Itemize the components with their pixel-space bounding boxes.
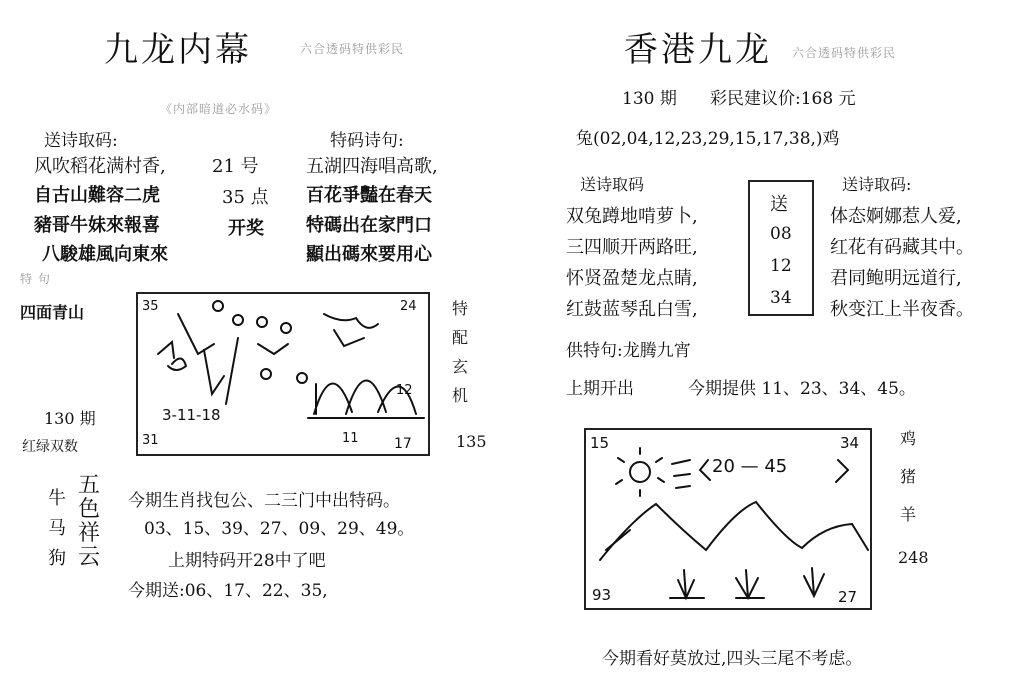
right-side-number: 248 <box>898 548 929 567</box>
right-special-phrase: 供特句:龙腾九宵 <box>566 341 691 361</box>
right-poem-line: 红花有码藏其中。 <box>830 237 974 258</box>
left-hint-line: 今期生肖找包公、二三门中出特码。 <box>128 491 400 511</box>
left-sketch-drawing <box>138 294 428 454</box>
right-send-box <box>748 180 814 316</box>
left-poem-head-right: 特码诗句: <box>330 131 404 151</box>
right-poem-line: 红鼓蓝琴乱白雪, <box>566 299 698 320</box>
left-last-period-line: 上期特码开28中了吧 <box>168 551 326 571</box>
color-char: 五 <box>78 473 101 498</box>
left-draw-point: 35 点 <box>222 187 269 208</box>
left-right-number: 135 <box>456 432 487 451</box>
left-title: 九龙内幕 <box>104 30 252 70</box>
sketch-number: 27 <box>838 588 858 606</box>
right-period: 130 期 <box>622 89 677 109</box>
left-vertical-char: 特 <box>452 299 469 318</box>
sketch-number: 17 <box>394 436 412 452</box>
left-special-line: 五湖四海唱高歌, <box>306 156 438 177</box>
left-period: 130 期 <box>44 409 96 428</box>
right-last-period: 上期开出 <box>566 379 634 399</box>
left-poem-head-left: 送诗取码: <box>44 131 118 151</box>
right-footer: 今期看好莫放过,四头三尾不考虑。 <box>602 649 863 669</box>
sketch-number: 93 <box>592 586 612 604</box>
send-box-number: 34 <box>770 288 792 308</box>
right-vertical-char: 羊 <box>900 505 917 524</box>
left-vertical-char: 配 <box>452 328 469 347</box>
left-vertical-char: 玄 <box>452 357 469 376</box>
send-box-title: 送 <box>770 194 788 215</box>
right-poem-line: 怀贤盈楚龙点睛, <box>566 268 698 289</box>
left-vertical-text <box>452 294 468 410</box>
right-title: 香港九龙 <box>624 30 772 70</box>
right-poem-head-left: 送诗取码 <box>580 175 645 194</box>
right-poem-head-right: 送诗取码: <box>842 175 912 194</box>
left-subtitle: 六合透码特供彩民 <box>300 42 405 56</box>
left-zodiac-column <box>48 484 66 574</box>
left-special-line: 顯出碼來要用心 <box>306 244 432 265</box>
right-subtitle: 六合透码特供彩民 <box>792 46 897 60</box>
right-vertical-char: 鸡 <box>900 429 917 448</box>
right-poem-line: 君同鲍明远道行, <box>830 268 962 289</box>
left-red-green: 红绿双数 <box>22 439 78 455</box>
right-vertical-text <box>900 420 916 534</box>
send-box-number: 12 <box>770 256 792 276</box>
left-color-column <box>78 474 100 570</box>
left-special-line: 百花爭豔在春天 <box>306 185 432 206</box>
left-poem-line: 八駿雄風向東來 <box>42 244 168 265</box>
sketch-equation: 20 — 45 <box>712 456 788 477</box>
left-numbers-line: 03、15、39、27、09、29、49。 <box>144 519 415 539</box>
right-poem-line: 体态婀娜惹人爱, <box>830 206 962 227</box>
left-poem-line: 自古山難容二虎 <box>34 185 160 206</box>
sketch-number: 34 <box>840 434 860 452</box>
right-sketch-box <box>584 428 872 610</box>
zodiac-char: 马 <box>48 518 66 539</box>
right-poem-line: 秋变江上半夜香。 <box>830 299 974 320</box>
sketch-number: 35 <box>142 299 159 314</box>
left-side-phrase: 四面青山 <box>20 303 85 322</box>
sketch-number: 24 <box>400 299 417 314</box>
sketch-number: 15 <box>590 434 610 452</box>
zodiac-char: 牛 <box>48 488 66 509</box>
left-poem-line: 豬哥牛妹來報喜 <box>34 215 160 236</box>
left-poem-line: 风吹稻花满村香, <box>34 156 166 177</box>
right-rabbit-line: 兔(02,04,12,23,29,15,17,38,)鸡 <box>576 129 840 149</box>
left-side-faint: 特 句 <box>20 272 51 286</box>
left-note: 《内部暗道必水码》 <box>160 102 278 116</box>
left-send-line: 今期送:06、17、22、35, <box>128 581 328 601</box>
right-price: 彩民建议价:168 元 <box>710 89 856 109</box>
right-poem-line: 双兔蹲地啃萝卜, <box>566 206 698 227</box>
left-draw-open: 开奖 <box>228 218 264 239</box>
sketch-number: 31 <box>142 433 159 448</box>
left-draw-number: 21 号 <box>212 156 259 177</box>
zodiac-char: 狗 <box>48 548 66 569</box>
sketch-equation: 3-11-18 <box>162 406 221 424</box>
sketch-number: 12 <box>396 383 413 398</box>
right-vertical-char: 猪 <box>900 467 917 486</box>
color-char: 色 <box>78 497 101 522</box>
sketch-number: 11 <box>342 431 359 446</box>
left-sketch-box <box>136 292 430 456</box>
right-poem-line: 三四顺开两路旺, <box>566 237 698 258</box>
right-this-period: 今期提供 11、23、34、45。 <box>688 379 916 399</box>
send-box-number: 08 <box>770 224 792 244</box>
right-sketch-drawing <box>586 430 870 608</box>
left-vertical-char: 机 <box>452 386 469 405</box>
color-char: 云 <box>78 545 101 570</box>
color-char: 祥 <box>78 521 101 546</box>
left-special-line: 特碼出在家門口 <box>306 215 432 236</box>
